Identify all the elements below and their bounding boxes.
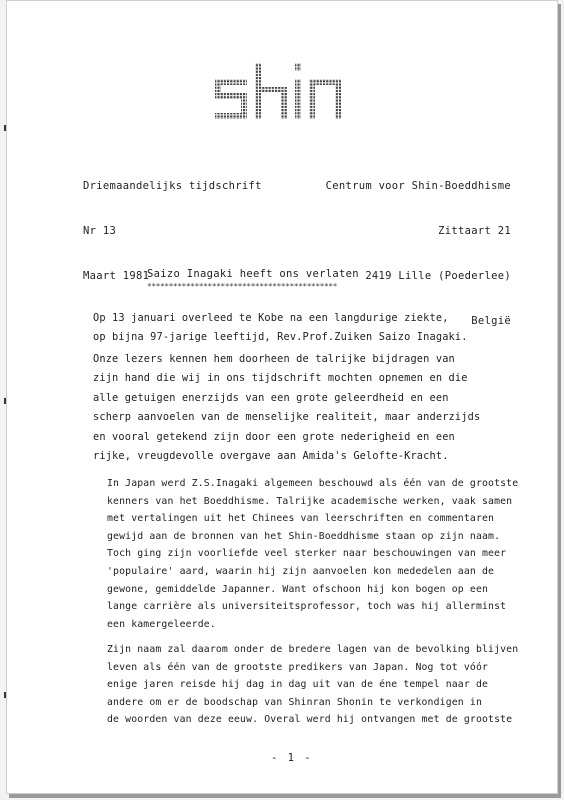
address-street: Zittaart 21 [438, 225, 511, 237]
text-line: In Japan werd Z.S.Inagaki algemeen beschouwd als één van de grootste [107, 478, 519, 489]
page-number: - 1 - [271, 752, 313, 764]
document-page [6, 0, 558, 794]
article-title: Saizo Inagaki heeft ons verlaten [147, 268, 359, 280]
publication-type: Driemaandelijks tijdschrift [83, 180, 262, 192]
paragraph-3 [107, 475, 537, 633]
text-line: leven als één van de grootste predikers van Japan. Nog tot vóór [107, 661, 489, 673]
text-line: Zijn naam zal daarom onder de bredere lagen van de bevolking blijven [107, 644, 519, 655]
text-line: lange carrière als universiteitsprofessor, toch was hij allerminst [107, 601, 507, 613]
title-underline: ******************************************** [147, 282, 337, 291]
issue-date: Maart 1981 [83, 270, 150, 282]
text-line: scherp aanvoelen van de menselijke realiteit, maar anderzijds [93, 411, 481, 424]
text-line: met vertalingen uit het Chinees van leerschriften en commentaren [107, 513, 495, 525]
text-line: gewijd aan de bronnen van het Shin-Boeddhisme staan op zijn naam. [107, 530, 501, 542]
text-line: 'populaire' aard, waarin hij zijn aanvoelen kon mededelen aan de [107, 565, 495, 577]
text-line: Op 13 januari overleed te Kobe na een langdurige ziekte, [93, 312, 449, 324]
scan-mark [4, 125, 6, 131]
paragraph-2 [93, 350, 533, 466]
text-line: enige jaren reisde hij dag in dag uit van de éne tempel naar de [107, 679, 489, 691]
text-line: alle getuigen enerzijds van een grote geleerdheid en een [93, 391, 449, 404]
issue-number: Nr 13 [83, 225, 117, 237]
text-line: de woorden van deze eeuw. Overal werd hij ontvangen met de grootste [107, 714, 513, 726]
text-line: kenners van het Boeddhisme. Talrijke academische werken, vaak samen [107, 495, 513, 507]
text-line: rijke, vreugdevolle overgave aan Amida's Gelofte-Kracht. [93, 450, 449, 463]
address-country: België [471, 315, 511, 327]
organization-name: Centrum voor Shin-Boeddhisme [325, 180, 511, 192]
text-line: Onze lezers kennen hem doorheen de talrijke bijdragen van [93, 353, 455, 365]
paragraph-4 [107, 641, 537, 729]
paragraph-1 [93, 309, 533, 348]
text-line: gewone, gemiddelde Japanner. Want ofschoon hij kon bogen op een [107, 583, 489, 595]
text-line: zijn hand die wij in ons tijdschrift mochten opnemen en die [93, 372, 468, 385]
scan-mark [4, 398, 6, 404]
text-line: een kamergeleerde. [107, 618, 216, 630]
address-city: 2419 Lille (Poederlee) [365, 270, 511, 282]
text-line: en vooral getekend zijn door een grote nederigheid en een [93, 430, 455, 443]
shin-logo [211, 61, 361, 129]
scan-mark [4, 692, 6, 698]
text-line: Toch ging zijn voorliefde veel sterker naar beschouwingen van meer [107, 548, 507, 560]
text-line: op bijna 97-jarige leeftijd, Rev.Prof.Zuiken Saizo Inagaki. [93, 331, 468, 344]
text-line: andere om er de boodschap van Shinran Shonin te verkondigen in [107, 696, 482, 708]
